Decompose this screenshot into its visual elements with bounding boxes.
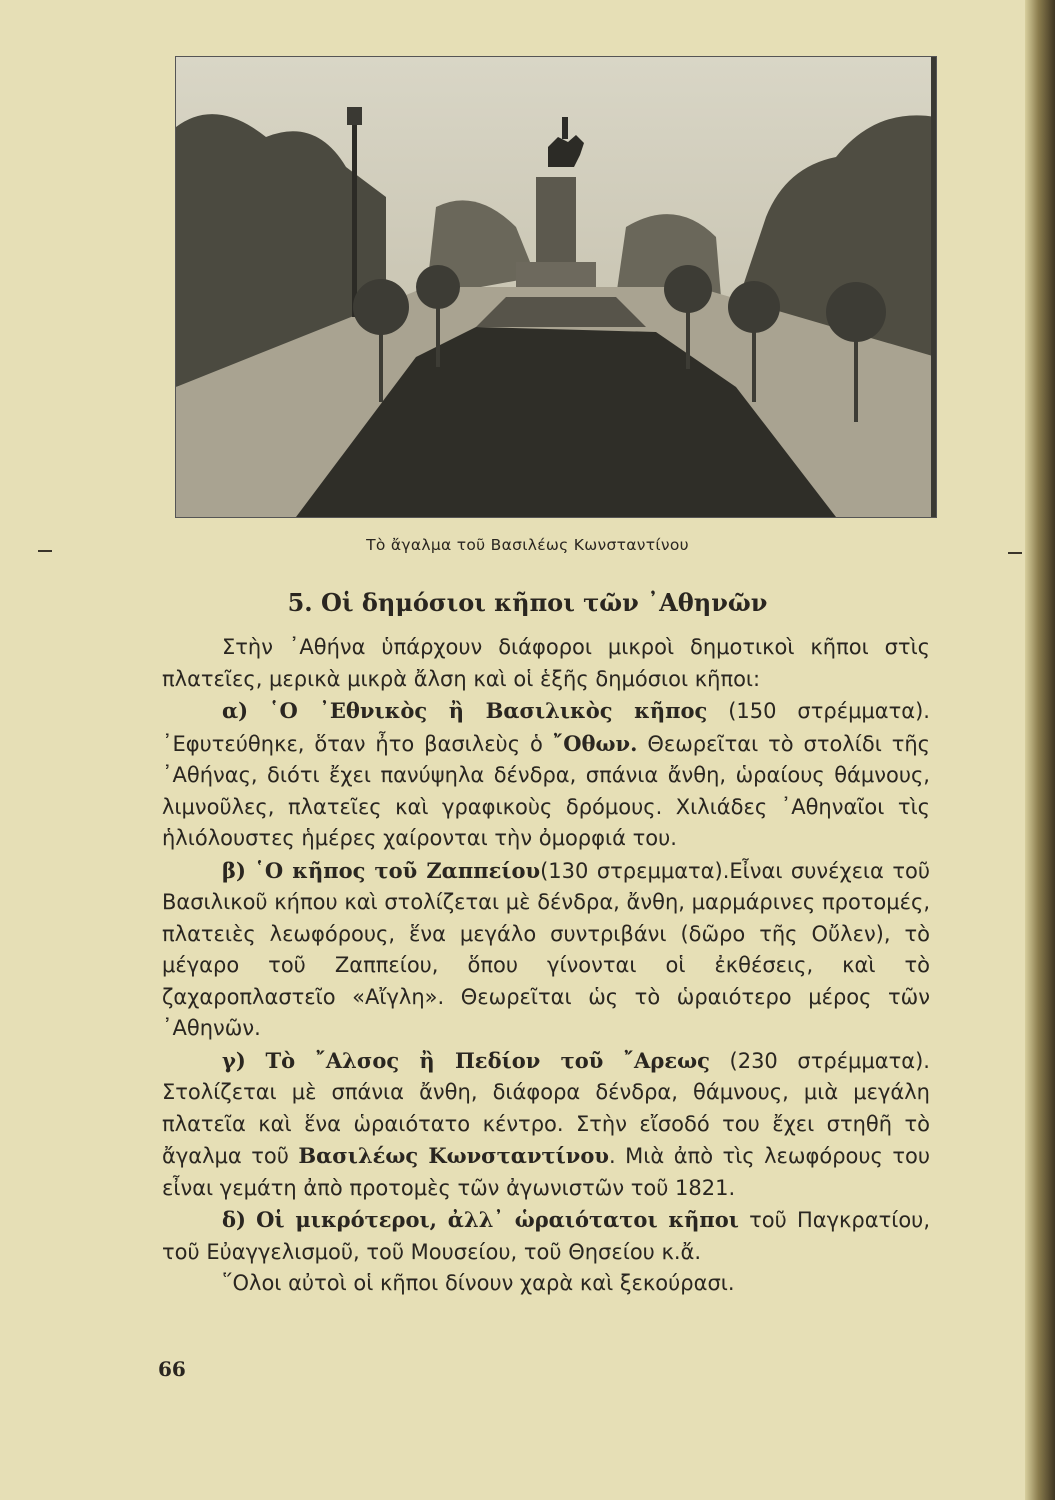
- intro-paragraph: Στὴν ᾿Αθήνα ὑπάρχουν διάφοροι μικροὶ δημοτικοὶ κῆποι στὶς πλατεῖες, μερικὰ μικρὰ ἄλση καὶ οἱ ἑξῆς δημόσιοι κῆποι:: [162, 635, 930, 691]
- body-text: [162, 632, 930, 1300]
- item-marker: α): [222, 698, 249, 723]
- paragraph-pedion-areos: [162, 1045, 930, 1205]
- item-name: ῎Οθων.: [552, 730, 638, 756]
- statue-photograph-image: [176, 57, 936, 517]
- section-heading: 5. Οἱ δημόσιοι κῆποι τῶν ᾿Αθηνῶν: [287, 588, 768, 617]
- item-text: . Μιὰ ἀπὸ τὶς λεωφόρους του εἶναι γεμάτη ἀπὸ προτομὲς τῶν ἀγωνιστῶν τοῦ 1821.: [162, 1144, 930, 1200]
- item-text: Θεωρεῖται τὸ στολίδι τῆς ᾿Αθήνας, διότι ἔχει πανύψηλα δένδρα, σπάνια ἄνθη, ὡραίους θάμνους, λιμνοῦλες, πλατεῖες καὶ γραφικοὺς δρόμους. Χιλιάδες ᾿Αθηναῖοι τὶς ἡλιόλουστες ἡμέρες χαίρονται τὴν ὀμορφιά του.: [162, 731, 930, 850]
- paragraph-zappeion: [162, 855, 930, 1045]
- closing-paragraph: ῞Ολοι αὐτοὶ οἱ κῆποι δίνουν χαρὰ καὶ ξεκούρασι.: [222, 1271, 735, 1295]
- item-title: Οἱ μικρότεροι, ἀλλ᾿ ὡραιότατοι κῆποι: [256, 1207, 739, 1232]
- item-text: (130 στρεμματα).Εἶναι συνέχεια τοῦ Βασιλικοῦ κήπου καὶ στολίζεται μὲ δένδρα, ἄνθη, μαρμάρινες προτομές, πλατειὲς λεωφόρους, ἕνα μεγάλο συντριβάνι (δῶρο τῆς Οὔλεν), τὸ μέγαρο τοῦ Ζαππείου, ὅπου γίνονται οἱ ἐκθέσεις, καὶ τὸ ζαχαροπλαστεῖο «Αἴγλη». Θεωρεῖται ὡς τὸ ὡραιότερο μέρος τῶν ᾿Αθηνῶν.: [162, 858, 930, 1040]
- item-title: ῾Ο κῆπος τοῦ Ζαππείου: [254, 857, 541, 883]
- item-title: Τὸ ῎Αλσος ἢ Πεδίον τοῦ ῎Αρεως: [265, 1047, 710, 1073]
- item-marker: γ): [222, 1047, 246, 1073]
- item-text: (230 στρέμματα). Στολίζεται μὲ σπάνια ἄνθη, διάφορα δένδρα, θάμνους, μιὰ μεγάλη πλατεῖα καὶ ἕνα ὡραιότατο κέντρο. Στὴν εἴσοδό του ἔχει στηθῆ τὸ ἄγαλμα τοῦ: [162, 1048, 930, 1168]
- photo-caption: Τὸ ἄγαλμα τοῦ Βασιλέως Κωνσταντίνου: [366, 536, 689, 554]
- item-text: τοῦ Παγκρατίου, τοῦ Εὐαγγελισμοῦ, τοῦ Μουσείου, τοῦ Θησείου κ.ἄ.: [162, 1208, 930, 1264]
- margin-mark-right: [1008, 552, 1022, 554]
- item-text: (150 στρέμματα). ᾿Εφυτεύθηκε, ὅταν ἦτο βασιλεὺς ὁ: [162, 699, 930, 756]
- page-number: 66: [158, 1357, 186, 1381]
- statue-photograph: [175, 56, 937, 518]
- item-marker: β): [222, 857, 246, 883]
- paragraph-national-garden: [162, 695, 930, 855]
- item-marker: δ): [222, 1207, 246, 1232]
- item-title: ῾Ο ᾿Εθνικὸς ἢ Βασιλικὸς κῆπος: [269, 698, 708, 723]
- page-binding-edge: [1025, 0, 1055, 1500]
- item-name: Βασιλέως Κωνσταντίνου: [298, 1143, 609, 1168]
- paragraph-smaller-gardens: [162, 1204, 930, 1268]
